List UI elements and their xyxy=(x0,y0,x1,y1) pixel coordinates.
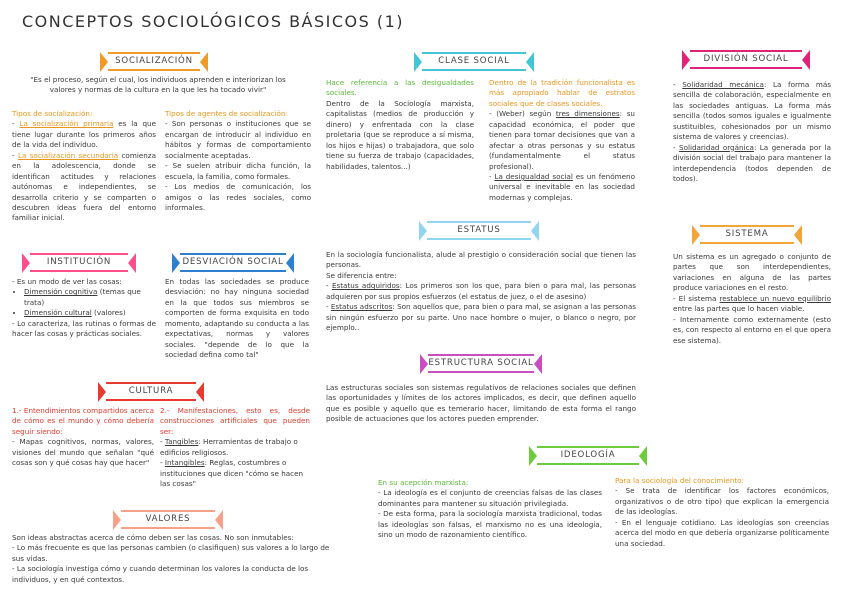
clase-weber: - (Weber) según tres dimensiones: su capacidad económica, el poder que tienen para tomar decisiones que van a afectar a otras personas y su estatus (fundamentalmente el status profesional). xyxy=(489,109,635,171)
ideologia-g2: - De esta forma, para la sociología marxista tradicional, todas las ideologías son falsas, el marxismo no es una ideología, sino un modo de razonamiento científico. xyxy=(378,509,602,540)
cultura-tangibles: - Tangibles: Herramientas de trabajo o edificios religiosos. xyxy=(160,437,298,457)
sistema-l1: Un sistema es un agregado o conjunto de partes que son interdependientes, variaciones en alguna de las partes produce variaciones en el resto. xyxy=(673,252,831,293)
estatus-adscritos: - Estatus adscritos: Son aquellos que, para bien o para mal, se asignan a las personas sin ningún esfuerzo por su parte. Uno nace hombre o mujer, o blanco o negro, por ejemplo.. xyxy=(326,302,636,333)
valores-l3: - La sociología investiga cómo y cuando determinan los valores la conducta de los individuos, y en qué contextos. xyxy=(12,564,309,584)
tag-clase: CLASE SOCIAL xyxy=(422,52,526,71)
division-body xyxy=(673,80,831,184)
institucion-bullet-cultural: • Dimensión cultural (valores) xyxy=(24,308,156,318)
cultura-right xyxy=(160,406,310,490)
socializacion-agentes xyxy=(165,109,311,213)
desviacion-text: En todas las sociedades se produce desviación: no hay ninguna sociedad en la que todos sus miembros se comporten de forma exquisita en todo momento, adaptando su conducta a las expectativas, normas y valores sociales. "depende de lo que la sociedad defina como tal" xyxy=(165,277,309,360)
cultura-intangibles: - Intangibles: Reglas, costumbres o instituciones que dicen "cómo se hacen las cosas" xyxy=(160,458,304,489)
estatus-l1: En la sociología funcionalista, alude al prestigio o consideración social que tienen las personas. xyxy=(326,250,636,270)
agentes-3: - Los medios de comunicación, los amigos o las redes sociales, como informales. xyxy=(165,182,311,212)
clase-left-text: Dentro de la Sociología marxista, capitalistas (medios de producción y dinero) y enfrentada con la clase proletaria (que se reproduce a sí misma, los hijos e hijas) o trabajadora, que solo tiene su fuerza de trabajo (capacidades, habilidades, talentos...) xyxy=(326,98,474,171)
clase-green-head: Hace referencia a las desigualdades sociales. xyxy=(326,78,474,98)
agentes-heading: Tipos de agentes de socialización: xyxy=(165,109,288,118)
tag-cultura: CULTURA xyxy=(106,382,196,401)
ideologia-orange-head: Para la sociología del conocimiento: xyxy=(615,476,745,485)
division-mecanica: - Solidaridad mecánica: La forma más sencilla de colaboración, especialmente en las sociedades antiguas. La forma más sencilla (todos somos iguales e igualmente sustituibles, cohesionados por un mismo sistema de valores y creencias). xyxy=(673,80,832,142)
institucion-intro: - Es un modo de ver las cosas: xyxy=(12,277,122,286)
clase-right xyxy=(489,78,635,203)
tag-socializacion: SOCIALIZACIÓN xyxy=(108,52,200,71)
cultura-left xyxy=(12,406,154,469)
tag-estatus: ESTATUS xyxy=(427,221,531,240)
cultura-h2: 2.- Manifestaciones, esto es, desde construcciones artificiales que pueden ser: xyxy=(160,406,310,436)
tag-estructura: ESTRUCTURA SOCIAL xyxy=(428,354,534,373)
tag-desviacion: DESVIACIÓN SOCIAL xyxy=(180,253,286,272)
estatus-adquiridos: - Estatus adquiridos: Los primeros son los que, para bien o para mal, las personas adquieren por sus propios esfuerzos (el estatus de juez, o el de asesino) xyxy=(326,281,636,301)
agentes-2: - Se suelen atribuir dicha función, la escuela, la familia, como formales. xyxy=(165,161,311,181)
cultura-t1: - Mapas cognitivos, normas, valores, visiones del mundo que señalan "qué cosas son y qué cosas hay que hacer" xyxy=(12,437,154,468)
division-organica: - Solidaridad orgánica: La generada por la división social del trabajo para mantener la interdependencia (todos dependen de todos). xyxy=(673,142,832,183)
estatus-body xyxy=(326,250,636,334)
tipos-primaria: - La socialización primaria es la que tiene lugar durante los primeros años de la vida del individuo. xyxy=(12,119,156,150)
tag-sistema: SISTEMA xyxy=(700,225,794,244)
ideologia-g1: - La ideología es el conjunto de creencias falsas de las clases dominantes para mantener su situación privilegiada. xyxy=(378,488,602,508)
clase-desigualdad: - La desigualdad social es un fenómeno universal e inevitable en las sociedad modernas y complejas. xyxy=(489,171,635,202)
tag-valores: VALORES xyxy=(121,510,215,529)
institucion-body xyxy=(12,277,156,340)
estatus-l2: Se diferencia entre: xyxy=(326,270,397,280)
clase-orange-head: Dentro de la tradición funcionalista es más apropiado hablar de estratos sociales que de clases sociales. xyxy=(489,78,635,108)
tag-ideologia: IDEOLOGÍA xyxy=(537,446,639,465)
valores-l1: Son ideas abstractas acerca de cómo deben ser las cosas. No son inmutables: xyxy=(12,533,294,542)
valores-body xyxy=(12,533,334,585)
sistema-l3: - Internamente como externamente (esto es, con respecto al entorno en el que opera ese sistema). xyxy=(673,314,831,345)
ideologia-o2: - En el lenguaje cotidiano. Las ideologías son creencias acerca del modo en que debería organizarse políticamente una sociedad. xyxy=(615,517,829,548)
socializacion-tipos xyxy=(12,109,156,224)
valores-l2: - Lo más frecuente es que las personas cambien (o clasifiquen) sus valores a lo largo de sus vidas. xyxy=(12,543,330,563)
socializacion-quote: "Es el proceso, según el cual, los individuos aprenden e interiorizan los valores y normas de la cultura en la que les ha tocado vivir" xyxy=(30,75,286,95)
page-title: CONCEPTOS SOCIOLÓGICOS BÁSICOS (1) xyxy=(22,12,405,31)
estructura-text: Las estructuras sociales son sistemas regulativos de relaciones sociales que definen las oportunidades y límites de los actores implicados, es decir, que definen aquello que es posible y aquello que es temerario hacer, limitando de esta forma el rango posible de actuaciones que los actores pueden emprender. xyxy=(326,383,636,424)
cultura-h1: 1.- Entendimientos compartidos acerca de cómo es el mundo y cómo debería seguir siendo: xyxy=(12,406,154,436)
tipos-heading: Tipos de socialización: xyxy=(12,109,93,118)
institucion-bullet-cognitiva: • Dimensión cognitiva (temas que trata) xyxy=(24,287,156,308)
ideologia-right xyxy=(615,476,829,549)
ideologia-green-head: En su acepción marxista: xyxy=(378,478,469,487)
sistema-body xyxy=(673,252,831,346)
institucion-text: - Lo caracteriza, las rutinas o formas de hacer las cosas y prácticas sociales. xyxy=(12,318,156,339)
agentes-1: - Son personas o instituciones que se encargan de introducir al individuo en hábitos y formas de comportamiento socialmente aceptadas. xyxy=(165,119,311,160)
clase-left xyxy=(326,78,474,172)
tag-institucion: INSTITUCIÓN xyxy=(30,253,128,272)
tipos-secundaria: - La socialización secundaria comienza en la adolescencia, donde se identifican actitudes y relaciones autónomas e independientes, se desarrolla criterio y se comparten o descubren ideas fuera del entorno familiar inicial. xyxy=(12,150,156,223)
ideologia-left xyxy=(378,478,602,541)
ideologia-o1: - Se trata de identificar los factores económicos, organizativos o de otro tipo) que explican la emergencia de las ideologías. xyxy=(615,486,829,517)
sistema-l2: - El sistema restablece un nuevo equilibrio entre las partes que lo hacen viable. xyxy=(673,293,831,314)
tag-division: DIVISIÓN SOCIAL xyxy=(690,50,802,69)
